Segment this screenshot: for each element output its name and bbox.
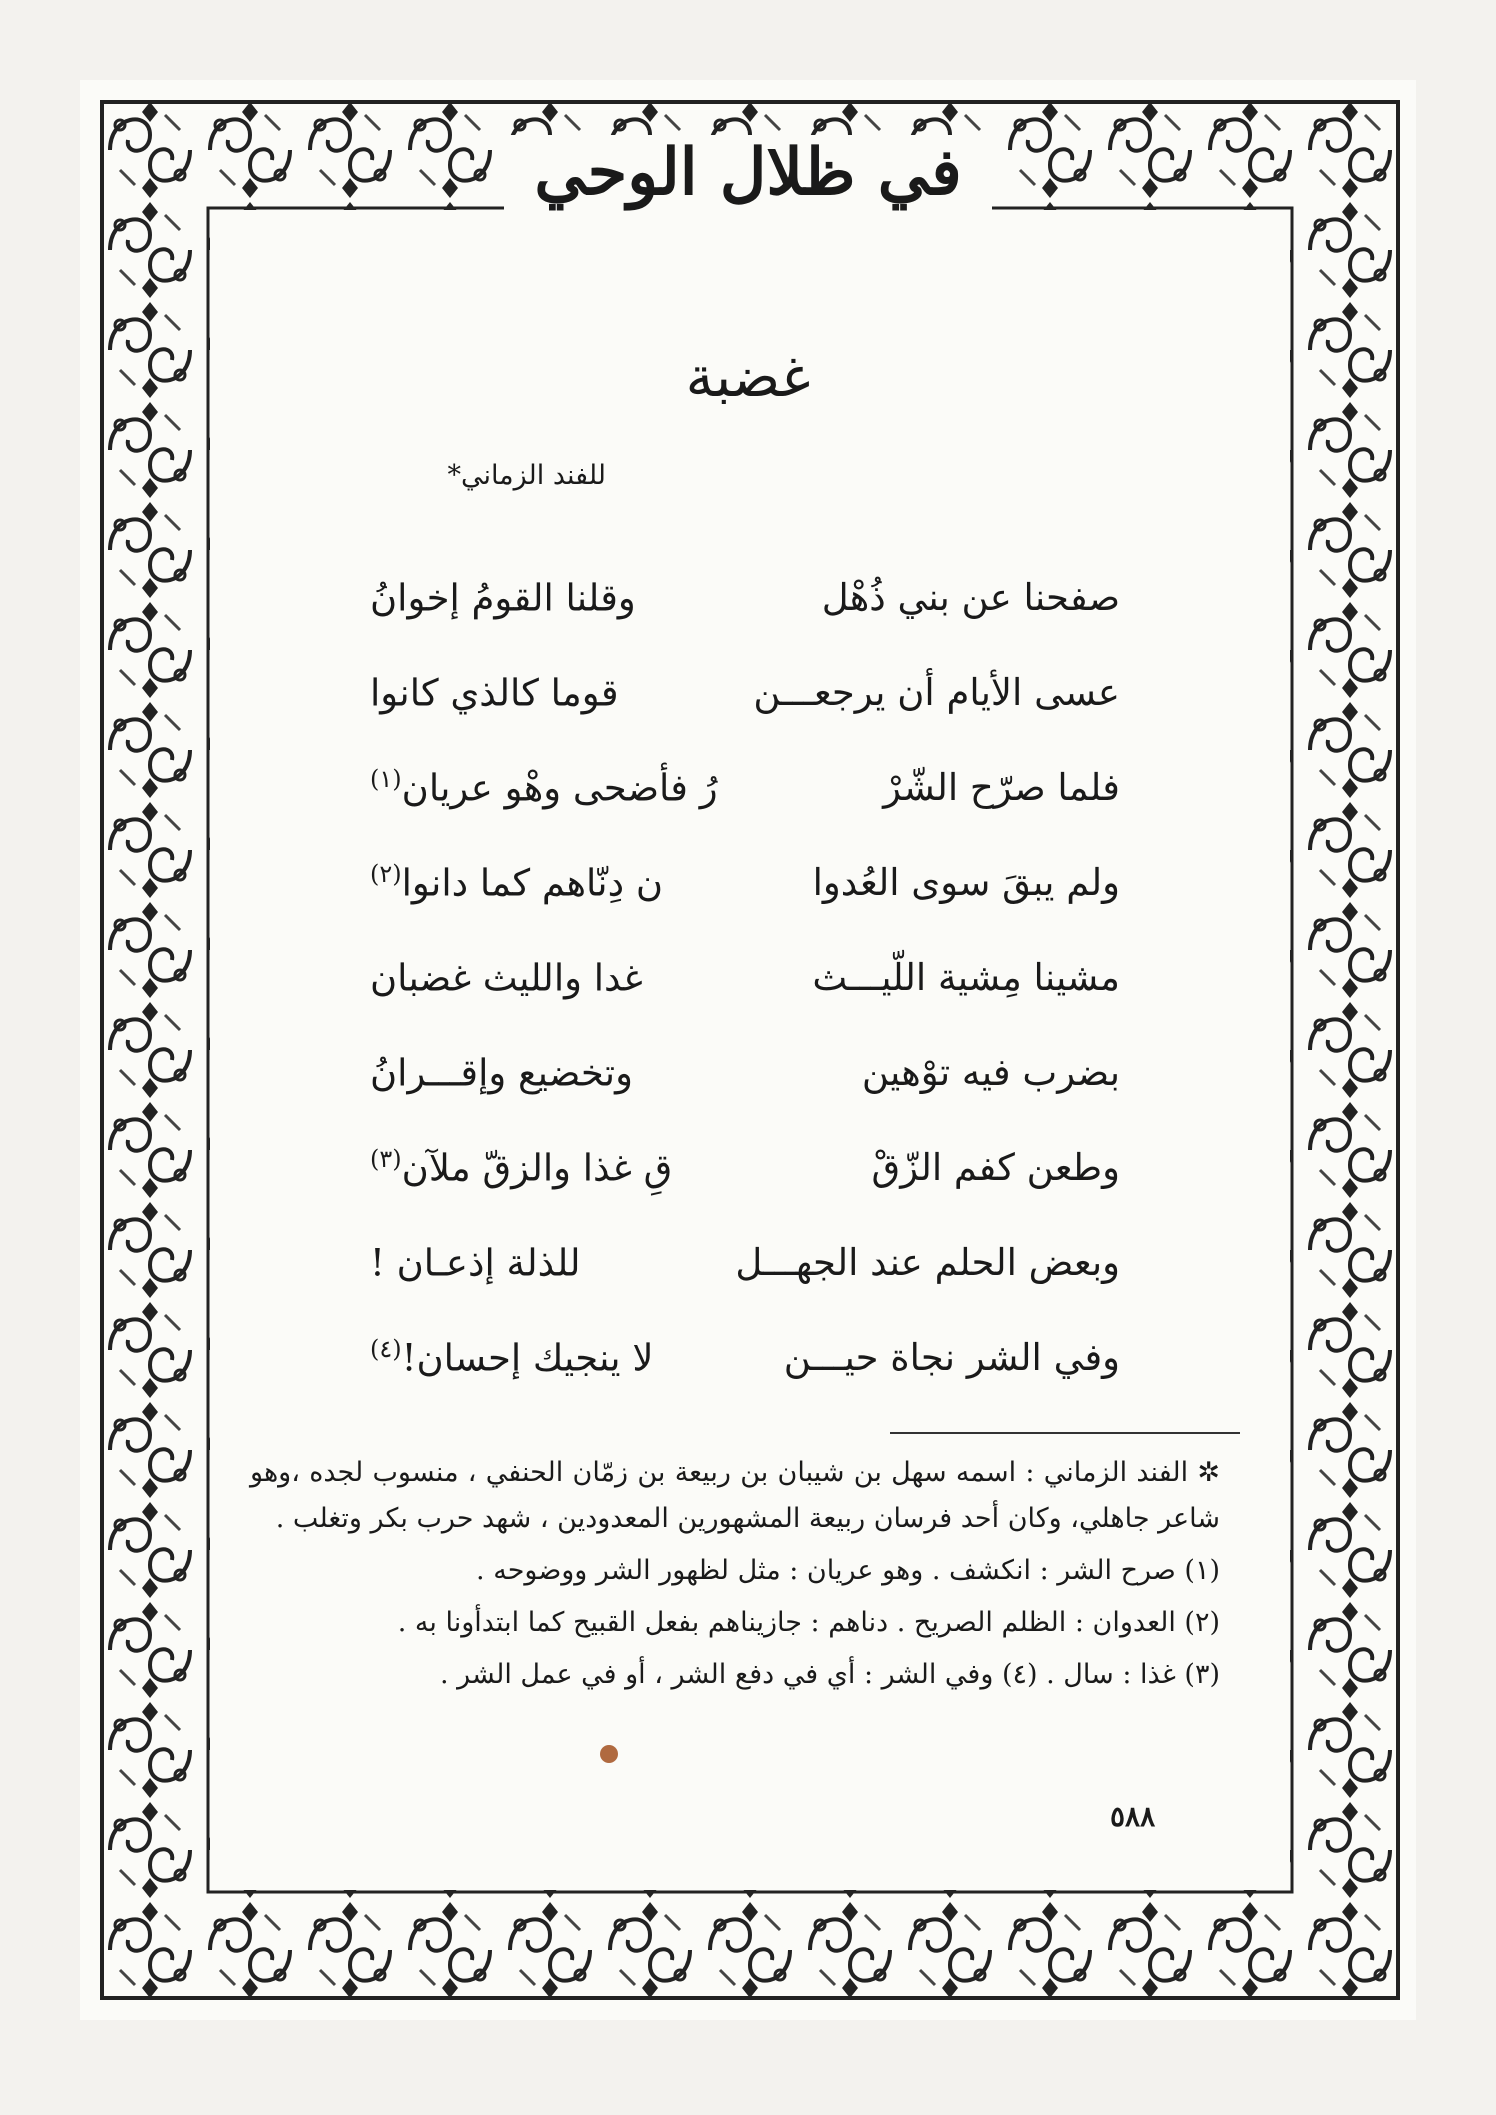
verse-second-text: لا ينجيك إحسان! xyxy=(401,1336,654,1380)
verse xyxy=(370,1240,1120,1335)
verse-note-number: (٣) xyxy=(370,1145,402,1173)
footnote-separator xyxy=(890,1432,1240,1434)
verse-second-hemistich xyxy=(370,1335,653,1379)
header-title-text: في ظلال الوحي xyxy=(504,135,991,210)
page-number: ٥٨٨ xyxy=(1110,1800,1156,1833)
verse-first-hemistich: ولم يبقَ سوى العُدوا xyxy=(812,861,1120,905)
verse-second-hemistich xyxy=(370,955,643,999)
footnotes xyxy=(250,1450,1220,1698)
verse-first-hemistich: بضرب فيه توْهين xyxy=(861,1051,1120,1095)
verse-second-text: وتخضيع وإقـــرانُ xyxy=(370,1051,633,1095)
verse xyxy=(370,1050,1120,1145)
author-footnote-mark: * xyxy=(447,460,461,491)
verse-second-hemistich xyxy=(370,575,636,619)
verse-first-hemistich: وفي الشر نجاة حيـــن xyxy=(783,1336,1120,1380)
verse-first-hemistich: مشينا مِشية اللّيـــث xyxy=(812,956,1120,1000)
book-header-title xyxy=(0,135,1496,210)
verse-second-text: ن دِنّاهم كما دانوا xyxy=(401,861,664,905)
verse-second-text: قِ غذا والزقّ ملآن xyxy=(401,1146,673,1190)
verse-second-hemistich xyxy=(370,860,663,904)
verse xyxy=(370,575,1120,670)
verse xyxy=(370,765,1120,860)
verse-second-text: قوما كالذي كانوا xyxy=(370,671,619,715)
verse-second-hemistich xyxy=(370,1145,672,1189)
poem-author xyxy=(447,460,606,491)
verse-first-hemistich: وطعن كفم الزّقْ xyxy=(871,1146,1120,1190)
footnote-1: (١) صرح الشر : انكشف . وهو عريان : مثل لظهور الشر ووضوحه . xyxy=(476,1555,1220,1586)
footnote-author: ✲ الفند الزماني : اسمه سهل بن شيبان بن ربيعة بن زمّان الحنفي ، منسوب لجده ،وهو شاعر جاهلي، وكان أحد فرسان ربيعة المشهورين المعدودين ، شهد حرب بكر وتغلب . xyxy=(250,1457,1220,1534)
poem-title: غضبة xyxy=(685,345,811,410)
verse-first-hemistich: صفحنا عن بني ذُهْل xyxy=(821,576,1120,620)
ink-stain xyxy=(600,1745,618,1763)
verse xyxy=(370,1335,1120,1430)
verse-second-text: وقلنا القومُ إخوانُ xyxy=(370,576,636,620)
verse-note-number: (١) xyxy=(370,765,402,793)
verse-first-hemistich: فلما صرّح الشّرْ xyxy=(883,766,1120,810)
verse-second-text: رُ فأضحى وهْو عريان xyxy=(401,766,718,810)
verse-note-number: (٢) xyxy=(370,860,402,888)
verse-second-hemistich xyxy=(370,1240,581,1284)
author-name: للفند الزماني xyxy=(460,460,606,491)
verse xyxy=(370,955,1120,1050)
verse-second-hemistich xyxy=(370,765,718,809)
poem-body xyxy=(370,575,1120,1430)
verse-first-hemistich: وبعض الحلم عند الجهـــل xyxy=(735,1241,1120,1285)
verse xyxy=(370,860,1120,955)
verse-second-text: للذلة إذعـان ! xyxy=(370,1241,581,1285)
verse xyxy=(370,670,1120,765)
verse-second-hemistich xyxy=(370,1050,633,1094)
verse-second-text: غدا والليث غضبان xyxy=(370,956,643,1000)
footnote-3-4: (٣) غذا : سال . (٤) وفي الشر : أي في دفع الشر ، أو في عمل الشر . xyxy=(439,1659,1220,1690)
footnote-2: (٢) العدوان : الظلم الصريح . دناهم : جازيناهم بفعل القبيح كما ابتدأونا به . xyxy=(397,1607,1220,1638)
verse xyxy=(370,1145,1120,1240)
verse-second-hemistich xyxy=(370,670,619,714)
verse-note-number: (٤) xyxy=(370,1335,402,1363)
verse-first-hemistich: عسى الأيام أن يرجعـــن xyxy=(753,671,1120,715)
